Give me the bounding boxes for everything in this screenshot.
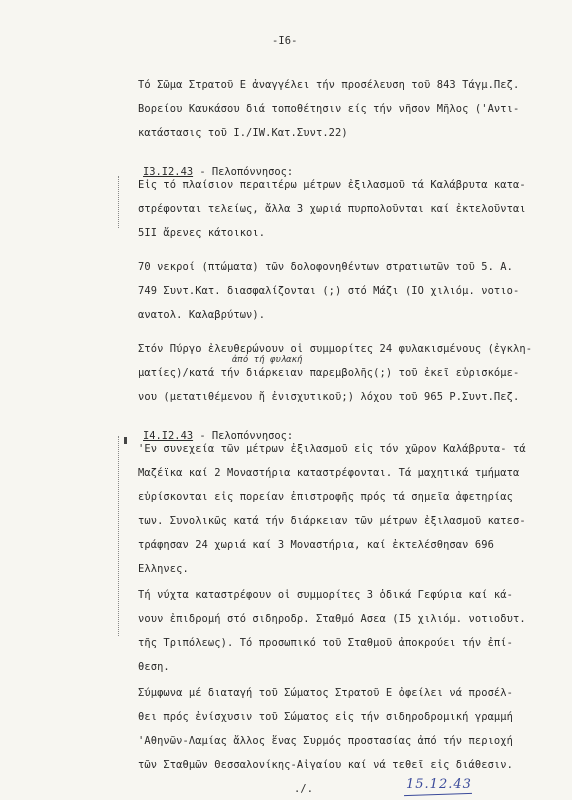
intro-line: Βορείου Καυκάσου διά τοποθέτησιν είς τήν νῆσον Μῆλος ('Αντι- bbox=[138, 103, 520, 115]
margin-bracket bbox=[118, 176, 119, 228]
entry-place: - Πελοπόννησος: bbox=[193, 430, 294, 442]
handwritten-underline bbox=[404, 793, 472, 796]
entry-date: I4.I2.43 bbox=[143, 430, 194, 442]
body-line: 'Εν συνεχεία τῶν μέτρων ἐξιλασμοῦ εἰς τόν χῶρον Καλάβρυτα- τά bbox=[138, 443, 526, 455]
body-line: νου (μετατιθέμενου ἤ ἐνισχυτικοῦ;) λόχου τοῦ 965 Ρ.Συντ.Πεζ. bbox=[138, 391, 520, 403]
body-line: θεση. bbox=[138, 661, 170, 673]
page-number: -I6- bbox=[272, 35, 298, 47]
body-line: ματίες)/κατά τήν διάρκειαν παρεμβολῆς(;) τοῦ ἐκεῖ εὑρισκόμε- bbox=[138, 367, 520, 379]
body-line: ανατολ. Καλαβρύτων). bbox=[138, 309, 266, 321]
body-line: 70 νεκροί (πτώματα) τῶν δολοφονηθέντων στρατιωτῶν τοῦ 5. Α. bbox=[138, 261, 513, 273]
body-line: Σύμφωνα μέ διαταγή τοῦ Σώματος Στρατοῦ Ε ὀφείλει νά προσέλ- bbox=[138, 687, 513, 699]
body-line: 749 Συντ.Κατ. διασφαλίζονται (;) στό Μάζι (IO χιλιόμ. νοτιο- bbox=[138, 285, 520, 297]
entry-place: - Πελοπόννησος: bbox=[193, 166, 294, 178]
body-line: τῶν Σταθμῶν Θεσσαλονίκης-Αἰγαίου καί νά τεθεῖ εἰς διάθεσιν. bbox=[138, 759, 513, 771]
body-line: των. Συνολικῶς κατά τήν διάρκειαν τῶν μέτρων ἐξιλασμοῦ κατεσ- bbox=[138, 515, 526, 527]
body-line: Ελληνες. bbox=[138, 563, 189, 575]
intro-line: κατάστασις τοῦ Ι./IW.Κατ.Συντ.22) bbox=[138, 127, 348, 139]
body-line: τράφησαν 24 χωριά καί 3 Μοναστήρια, καί ἐκτελέσθησαν 696 bbox=[138, 539, 494, 551]
intro-line: Τό Σῶμα Στρατοῦ Ε ἀναγγέλει τήν προσέλευση τοῦ 843 Τάγμ.Πεζ. bbox=[138, 79, 520, 91]
body-line: νουν ἐπιδρομή στό σιδηροδρ. Σταθμό Ασεα (I5 χιλιόμ. νοτιοδυτ. bbox=[138, 613, 526, 625]
body-line: Στόν Πύργο ἐλευθερώνουν οἱ συμμορίτες 24 φυλακισμένους (ἐγκλη- bbox=[138, 343, 533, 355]
entry-date: I3.I2.43 bbox=[143, 166, 194, 178]
body-line: τῆς Τριπόλεως). Τό προσωπικό τοῦ Σταθμοῦ ἀποκρούει τήν ἐπί- bbox=[138, 637, 513, 649]
body-line: Μαζέϊκα καί 2 Μοναστήρια καταστρέφονται. Τά μαχητικά τμήματα bbox=[138, 467, 520, 479]
body-line: 5II ἄρενες κάτοικοι. bbox=[138, 227, 266, 239]
body-line: στρέφονται τελείως, ἄλλα 3 χωριά πυρπολοῦνται καί ἐκτελοῦνται bbox=[138, 203, 526, 215]
body-line: Τή νύχτα καταστρέφουν οἱ συμμορίτες 3 ὁδικά Γεφύρια καί κά- bbox=[138, 589, 513, 601]
handwritten-date: 15.12.43 bbox=[406, 777, 472, 792]
body-line: 'Αθηνῶν-Λαμίας ἄλλος ἕνας Συρμός προστασίας ἀπό τήν περιοχή bbox=[138, 735, 513, 747]
body-line: εὑρίσκονται εἰς πορείαν ἐπιστροφῆς πρός τά σημεῖα ἀφετηρίας bbox=[138, 491, 513, 503]
continuation-mark: ./. bbox=[294, 783, 314, 795]
handwritten-insertion: ἀπό τή φυλακή bbox=[232, 355, 303, 365]
body-line: θει πρός ἐνίσχυσιν τοῦ Σώματος εἰς τήν σιδηροδρομική γραμμή bbox=[138, 711, 513, 723]
body-line: Εἰς τό πλαίσιον περαιτέρω μέτρων ἐξιλασμοῦ τά Καλάβρυτα κατα- bbox=[138, 179, 526, 191]
margin-bracket bbox=[118, 436, 119, 636]
margin-mark bbox=[124, 437, 127, 444]
